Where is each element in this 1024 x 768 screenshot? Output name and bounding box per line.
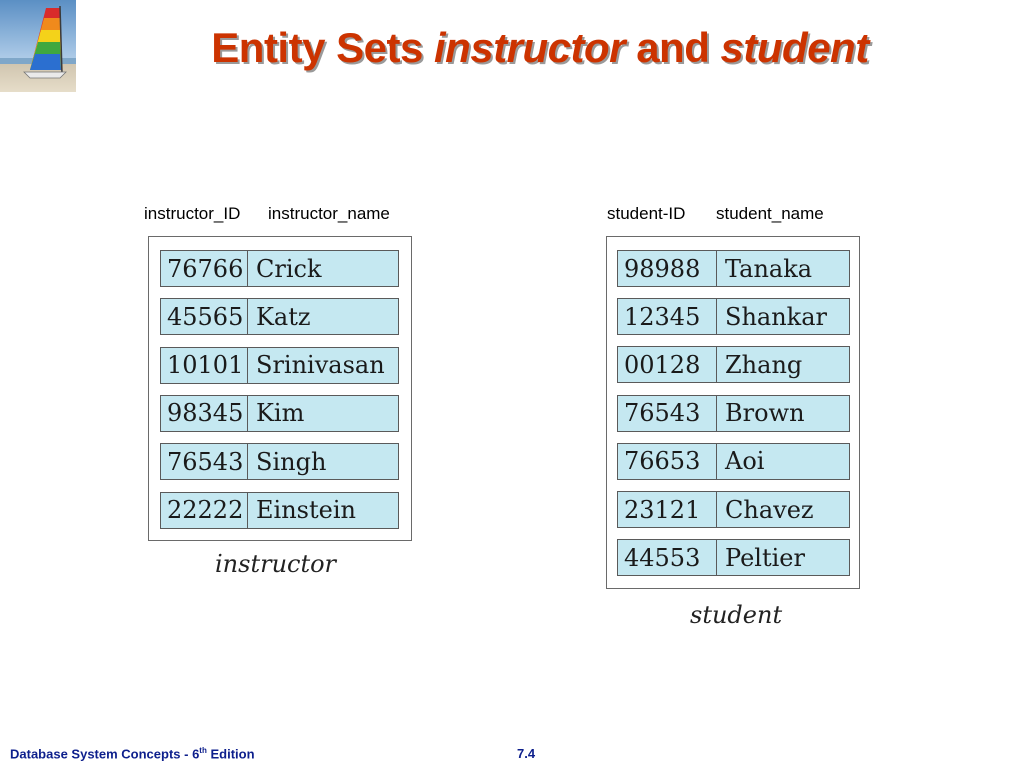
id-cell: 98988 [618, 251, 717, 286]
slide-title [0, 24, 1024, 72]
footer-edition: Edition [206, 746, 255, 762]
name-cell: Srinivasan [256, 351, 385, 380]
table-row [617, 491, 850, 528]
id-cell: 22222 [161, 493, 248, 528]
name-cell: Peltier [725, 543, 805, 572]
footer-book-title [10, 746, 255, 761]
name-cell: Crick [256, 254, 322, 283]
instructor-caption: instructor [215, 550, 337, 578]
table-row [160, 298, 399, 335]
table-row [617, 346, 850, 383]
id-cell: 98345 [161, 396, 248, 431]
name-cell: Zhang [725, 350, 803, 379]
id-cell: 23121 [618, 492, 717, 527]
name-cell: Kim [256, 399, 305, 428]
table-row [617, 298, 850, 335]
table-row [160, 250, 399, 287]
title-part-1: Entity Sets [211, 24, 435, 71]
name-cell: Katz [256, 302, 311, 331]
name-cell: Shankar [725, 302, 827, 331]
id-cell: 44553 [618, 540, 717, 575]
id-cell: 00128 [618, 347, 717, 382]
title-part-3: and [625, 24, 721, 71]
table-row [160, 492, 399, 529]
id-cell: 10101 [161, 348, 248, 383]
id-cell: 76653 [618, 444, 717, 479]
id-cell: 76766 [161, 251, 248, 286]
title-part-2: instructor [434, 24, 626, 71]
name-cell: Tanaka [725, 254, 813, 283]
footer-page-number: 7.4 [517, 746, 536, 761]
footer-sup: th [199, 746, 207, 755]
table-row [160, 347, 399, 384]
id-cell: 76543 [161, 444, 248, 479]
name-cell: Aoi [725, 447, 765, 476]
table-row [617, 443, 850, 480]
id-cell: 76543 [618, 396, 717, 431]
instructor-id-header: instructor_ID [144, 204, 241, 223]
instructor-name-header: instructor_name [268, 204, 390, 223]
table-row [160, 395, 399, 432]
table-row [160, 443, 399, 480]
footer-book: Database System Concepts - 6 [10, 746, 200, 762]
id-cell: 12345 [618, 299, 717, 334]
id-cell: 45565 [161, 299, 248, 334]
name-cell: Brown [725, 399, 805, 428]
title-part-4: student [720, 24, 869, 71]
table-row [617, 250, 850, 287]
student-name-header: student_name [716, 204, 824, 223]
name-cell: Einstein [256, 496, 356, 524]
student-caption: student [690, 601, 783, 629]
name-cell: Chavez [725, 495, 814, 524]
name-cell: Singh [256, 447, 327, 476]
table-row [617, 539, 850, 576]
student-id-header: student-ID [607, 204, 686, 223]
table-row [617, 395, 850, 432]
